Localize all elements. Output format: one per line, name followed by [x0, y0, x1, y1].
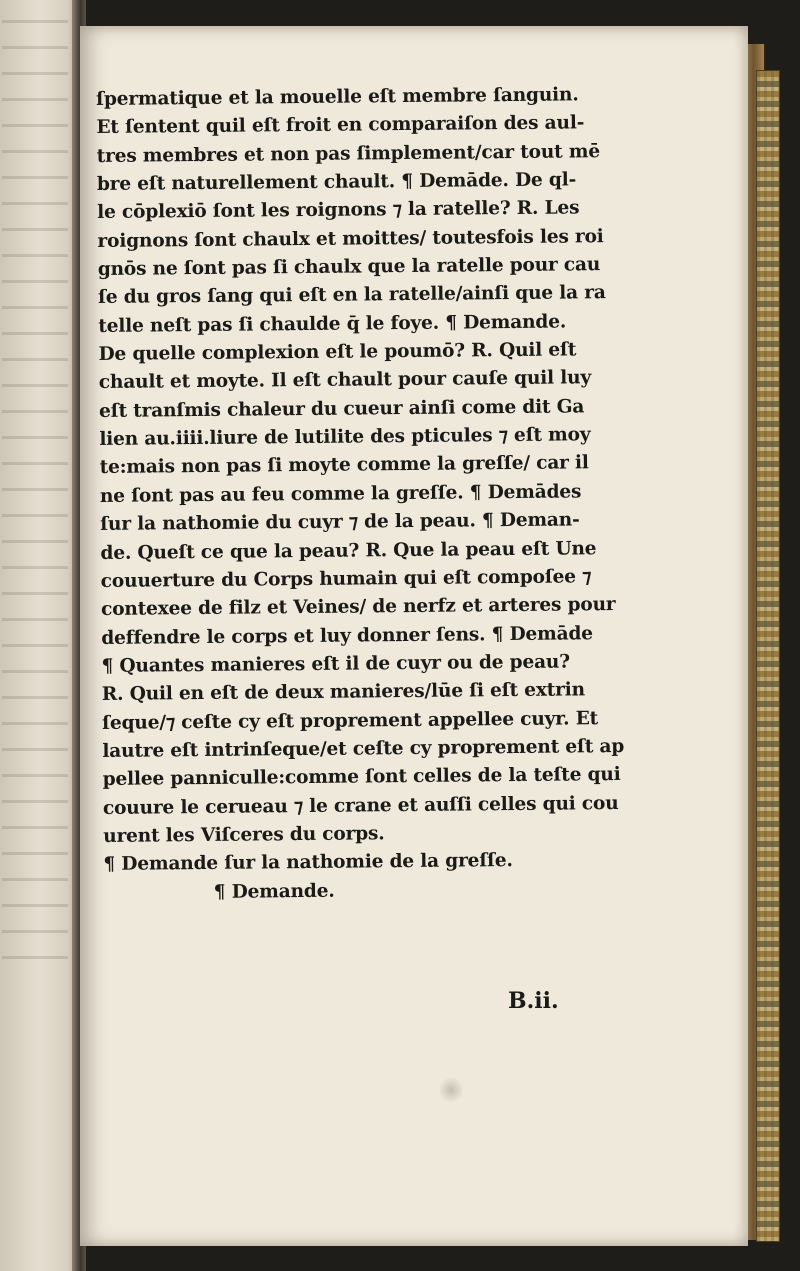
- text-line: deffendre le corps et luy donner ſens. ¶ Demāde: [101, 622, 593, 649]
- text-line: pellee panniculle:comme ſont celles de la teſte qui: [102, 764, 621, 791]
- text-line: De quelle complexion eſt le poumō? R. Quil eſt: [98, 339, 577, 366]
- text-line: couure le cerueau ⁊ le crane et auſſi celles qui cou: [102, 792, 619, 819]
- left-page-edge: [0, 0, 80, 1271]
- text-line: gnōs ne ſont pas ſi chaulx que la ratelle pour cau: [97, 254, 601, 281]
- text-line: te:mais non pas ſi moyte comme la greſſe/ car il: [99, 452, 589, 479]
- text-line: lien au.iiii.liure de lutilite des pticules ⁊ eſt moy: [99, 424, 591, 451]
- text-line: telle neſt pas ſi chaulde q̄ le foye. ¶ Demande.: [98, 311, 567, 337]
- text-line: ſe du gros ſang qui eſt en la ratelle/ainſi que la ra: [97, 282, 606, 309]
- text-line: tres membres et non pas ſimplement/car tout mē: [96, 140, 601, 167]
- text-line: le cōplexiō ſont les roignons ⁊ la ratelle? R. Les: [97, 197, 580, 224]
- signature-mark: B.ii.: [508, 988, 559, 1014]
- section-heading: ¶ Demande.: [213, 880, 335, 903]
- text-line: urent les Viſceres du corps.: [103, 823, 385, 847]
- text-line: roignons ſont chaulx et moittes/ toutesfois les roi: [97, 225, 604, 252]
- text-line: R. Quil en eſt de deux manieres/lūe ſi eſt extrin: [101, 679, 585, 706]
- text-line: couuerture du Corps humain qui eſt compoſee ⁊: [100, 566, 592, 592]
- text-line: ne ſont pas au feu comme la greſſe. ¶ Demādes: [99, 481, 582, 507]
- text-line: contexee de filz et Veines/ de nerfz et arteres pour: [100, 594, 616, 621]
- text-line: lautre eſt intrinſeque/et ceſte cy proprement eſt ap: [102, 735, 625, 762]
- text-line: ſeque/⁊ ceſte cy eſt proprement appellee cuyr. Et: [102, 707, 599, 734]
- bleed-through-text: [2, 20, 68, 970]
- text-line: ſpermatique et la mouelle eſt membre ſanguin.: [96, 84, 579, 110]
- page-text: [96, 81, 674, 908]
- text-line: Et ſentent quil eſt froit en comparaiſon des aul-: [96, 112, 585, 139]
- text-line: bre eſt naturellement chault. ¶ Demāde. De ql-: [96, 169, 577, 196]
- section-heading: ¶ Demande ſur la nathomie de la greſſe.: [103, 850, 513, 876]
- text-line: ¶ Quantes manieres eſt il de cuyr ou de peau?: [101, 651, 571, 677]
- text-line: chault et moyte. Il eſt chault pour cauſe quil luy: [98, 367, 592, 394]
- text-line: de. Queſt ce que la peau? R. Que la peau eſt Une: [100, 537, 597, 564]
- text-line: ſur la nathomie du cuyr ⁊ de la peau. ¶ Deman-: [100, 509, 580, 536]
- marbled-edge: [756, 70, 780, 1242]
- ink-smudge: [440, 1075, 462, 1105]
- text-line: eſt tranſmis chaleur du cueur ainſi come dit Ga: [99, 396, 585, 422]
